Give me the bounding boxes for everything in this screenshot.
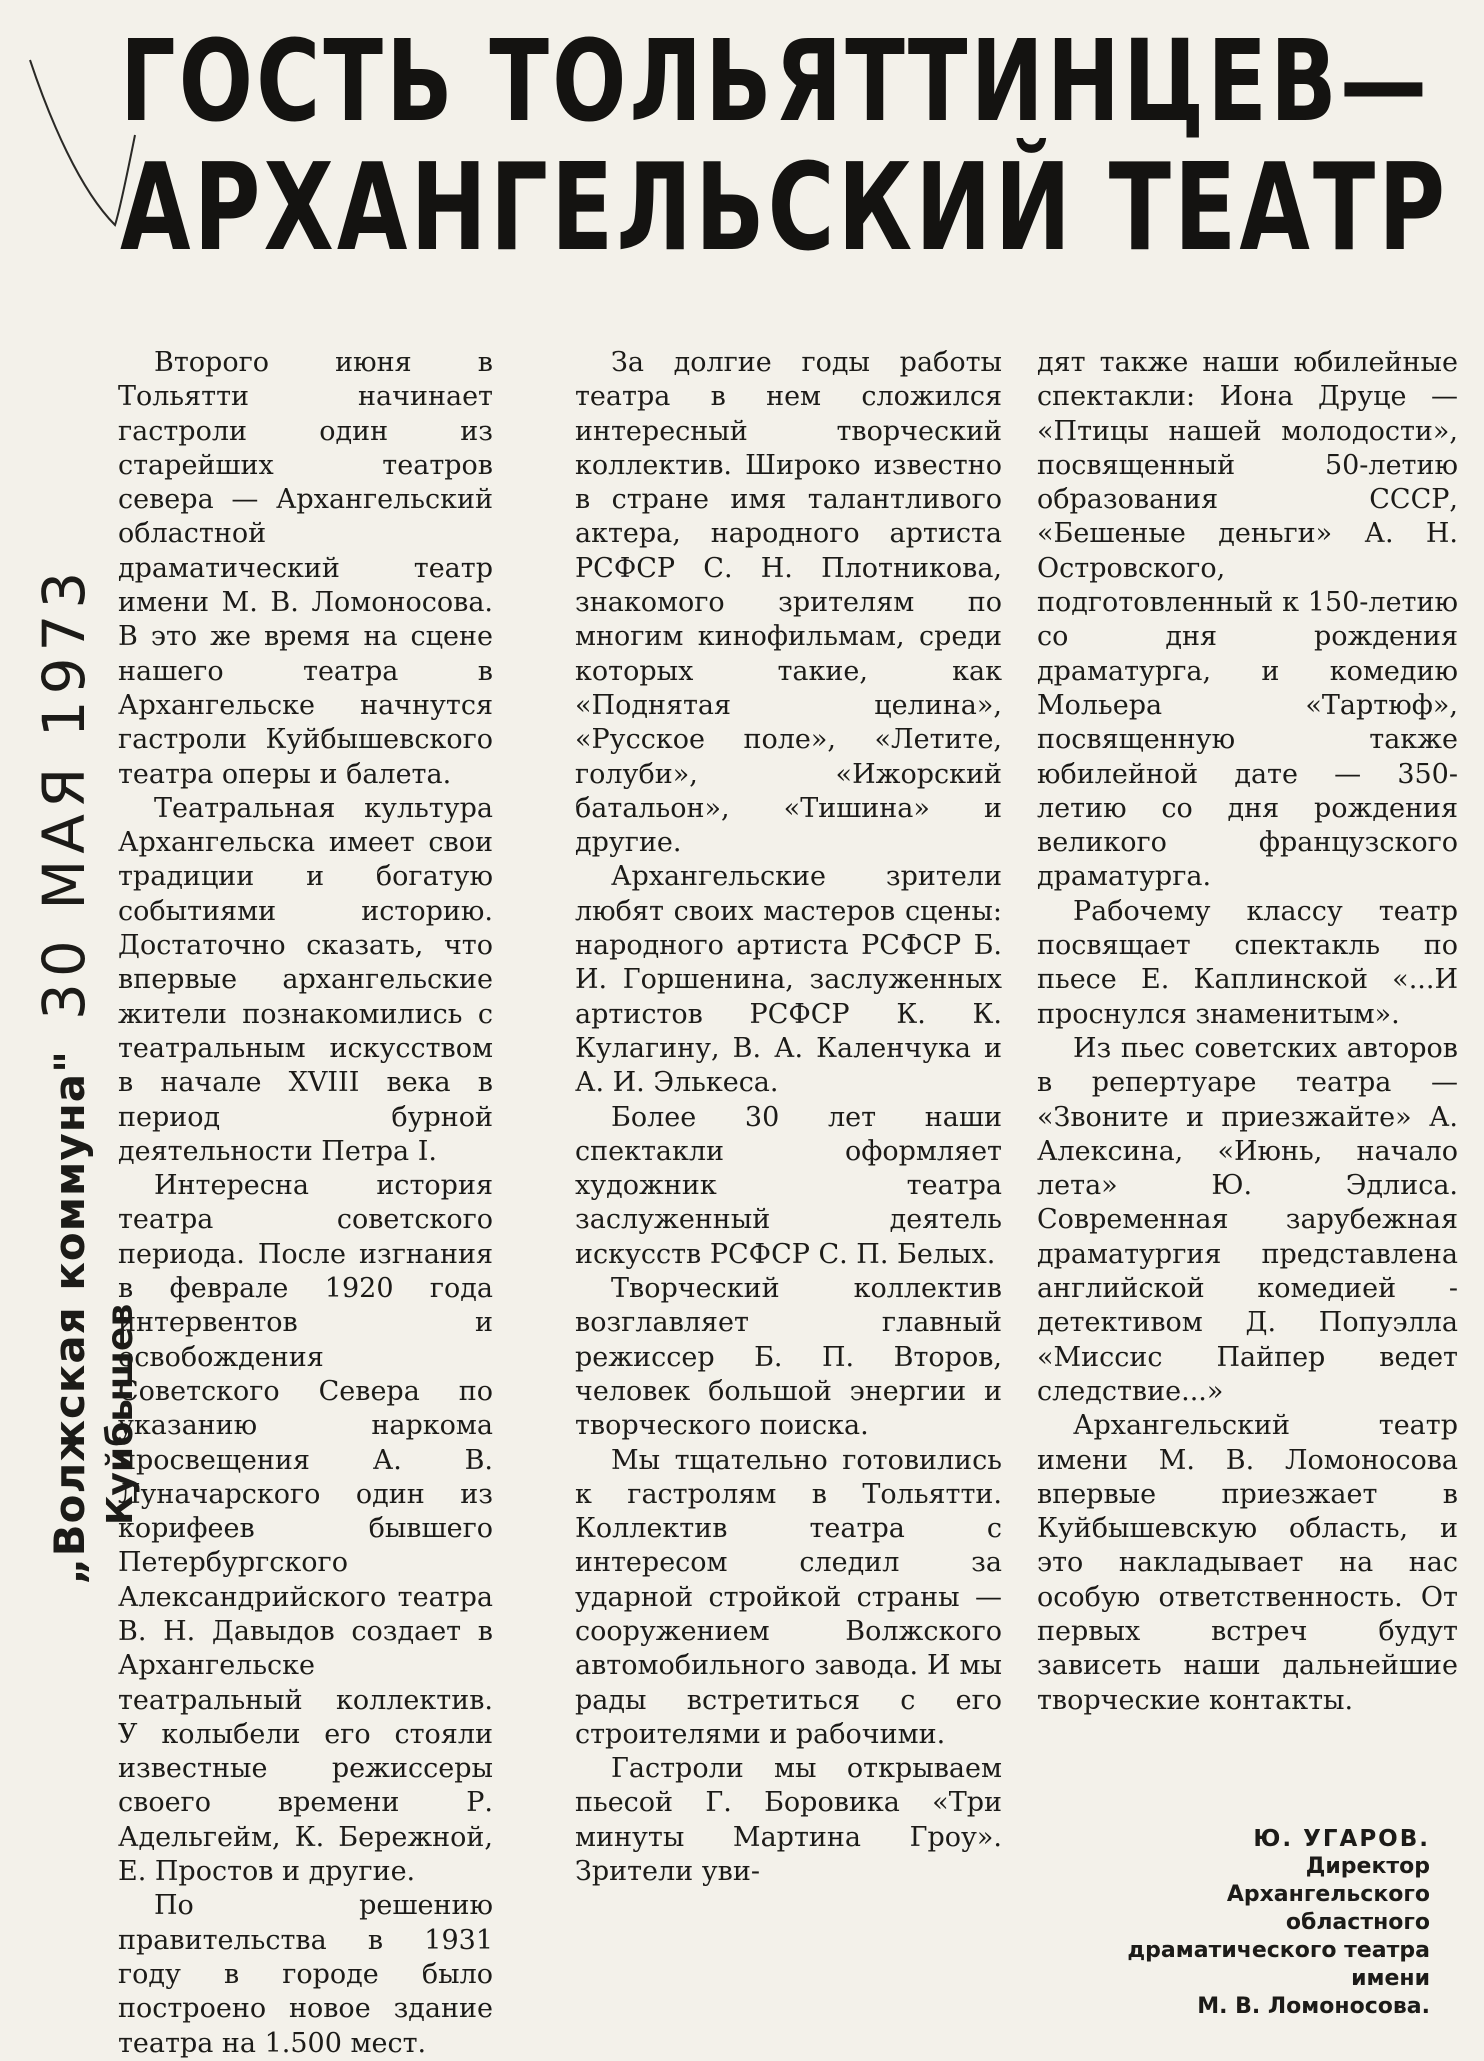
- paragraph: Архангельские зрители любят своих мастеров сцены: народного артиста РСФСР Б. И. Горшенина, заслуженных артистов РСФСР К. К. Кулагину, В. А. Каленчука и А. И. Элькеса.: [575, 861, 1002, 1099]
- author-title: М. В. Ломоносова.: [1197, 1994, 1430, 2019]
- author-title: драматического театра: [1127, 1938, 1430, 1963]
- paragraph: Гастроли мы открываем пьесой Г. Боровика «Три минуты Мартина Гроу». Зрители уви-: [575, 1753, 1002, 1888]
- newspaper-name: „Волжская коммуна": [45, 1049, 94, 1585]
- paragraph: Театральная культура Архангельска имеет свои традиции и богатую событиями историю. Достаточно сказать, что впервые архангельские жители познакомились с театральным искусством в начале XVIII века в период бурной деятельности Петра I.: [118, 792, 493, 1167]
- paragraph: Рабочему классу театр посвящает спектакль по пьесе Е. Каплинской «...И проснулся знаменитым».: [1037, 895, 1458, 1030]
- paragraph: дят также наши юбилейные спектакли: Иона Друце — «Птицы нашей молодости», посвященный 50-летию образования СССР, «Бешеные деньги» А. Н. Островского, подготовленный к 150-летию со дня рождения драматурга, и комедию Мольера «Тартюф», посвященную также юбилейной дате — 350-летию со дня рождения великого французского драматурга.: [1037, 347, 1458, 893]
- clipping-source-stamp: [30, 565, 141, 1585]
- author-title: имени: [1351, 1966, 1430, 1991]
- paragraph: Мы тщательно готовились к гастролям в Тольятти. Коллектив театра с интересом следил за ударной стройкой страны — сооружением Волжского автомобильного завода. И мы рады встретиться с его строителями и рабочими.: [575, 1444, 1002, 1750]
- paragraph: Архангельский театр имени М. В. Ломоносова впервые приезжает в Куйбышевскую область, и это накладывает на нас особую ответственность. От первых встреч будут зависеть наши дальнейшие творческие контакты.: [1037, 1410, 1458, 1716]
- article-column-1: [118, 346, 493, 2061]
- issue-city: Куйбышев: [100, 1303, 141, 1525]
- article-column-2: [575, 346, 1002, 1889]
- article-column-3: [1037, 346, 1458, 1718]
- paragraph: Интересна история театра советского периода. После изгнания в феврале 1920 года интервентов и освобождения Советского Севера по указанию наркома просвещения А. В. Луначарского один из корифеев бывшего Петербургского Александрийского театра В. Н. Давыдов создает в Архангельске театральный коллектив. У колыбели его стояли известные режиссеры своего времени Р. Адельгейм, К. Бережной, Е. Простов и другие.: [118, 1170, 493, 1888]
- paragraph: Из пьес советских авторов в репертуаре театра — «Звоните и приезжайте» А. Алексина, «Июнь, начало лета» Ю. Эдлиса. Современная зарубежная драматургия представлена английской комедией - детективом Д. Попуэлла «Миссис Пайпер ведет следствие...»: [1037, 1032, 1458, 1407]
- paragraph: За долгие годы работы театра в нем сложился интересный творческий коллектив. Широко известно в стране имя талантливого актера, народного артиста РСФСР С. Н. Плотникова, знакомого зрителям по многим кинофильмам, среди которых такие, как «Поднятая целина», «Русское поле», «Летите, голуби», «Ижорский батальон», «Тишина» и другие.: [575, 347, 1002, 859]
- paragraph: По решению правительства в 1931 году в городе было построено новое здание театра на 1.500 мест.: [118, 1890, 493, 2059]
- author-name: Ю. УГАРОВ.: [1253, 1826, 1430, 1852]
- headline: [120, 17, 1460, 278]
- author-signature: [1000, 1825, 1430, 2021]
- headline-line-1: ГОСТЬ ТОЛЬЯТТИНЦЕВ—: [120, 17, 1431, 147]
- author-title: Директор: [1305, 1854, 1430, 1879]
- author-title: областного: [1285, 1910, 1430, 1935]
- author-title: Архангельского: [1226, 1882, 1430, 1907]
- paragraph: Второго июня в Тольятти начинает гастроли один из старейших театров севера — Архангельский областной драматический театр имени М. В. Ломоносова. В это же время на сцене нашего театра в Архангельске начнутся гастроли Куйбышевского театра оперы и балета.: [118, 347, 493, 790]
- headline-line-2: АРХАНГЕЛЬСКИЙ ТЕАТР: [120, 139, 1449, 278]
- issue-date: 30 МАЯ 1973: [30, 565, 98, 1020]
- paragraph: Творческий коллектив возглавляет главный режиссер Б. П. Второв, человек большой энергии и творческого поиска.: [575, 1273, 1002, 1442]
- paragraph: Более 30 лет наши спектакли оформляет художник театра заслуженный деятель искусств РСФСР С. П. Белых.: [575, 1101, 1002, 1270]
